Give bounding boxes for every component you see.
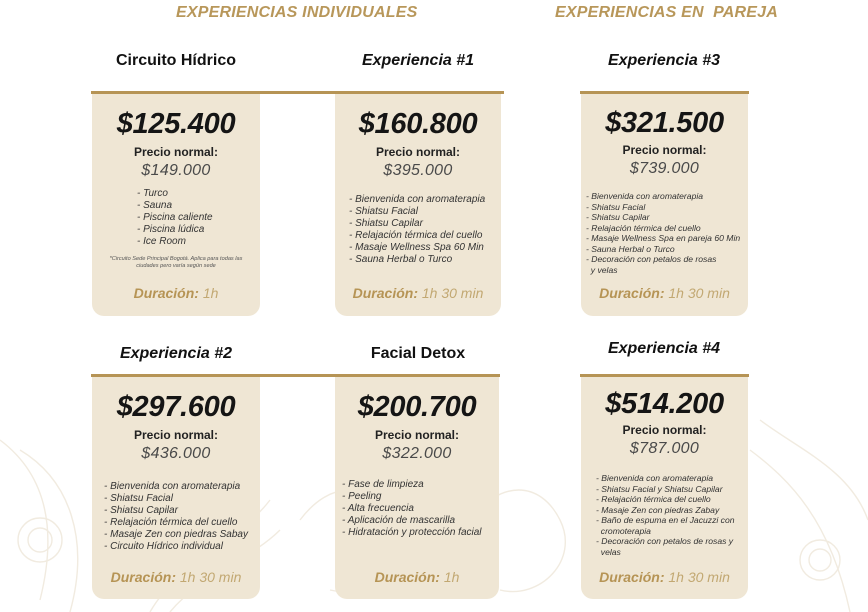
price-card-circuito-hidrico (92, 94, 260, 316)
duration (92, 569, 260, 585)
offer-price: $160.800 (358, 108, 478, 140)
card-title-experiencia-4: Experiencia #4 (607, 340, 721, 357)
duration-label: Duración: (110, 569, 176, 585)
duration (335, 569, 499, 585)
normal-price-label: Precio normal: (622, 143, 707, 157)
normal-price-label: Precio normal: (133, 145, 219, 159)
normal-price-label: Precio normal: (622, 423, 707, 437)
list-item: - Bienvenida con aromaterapia (104, 481, 241, 492)
feature-list (349, 194, 485, 266)
section-title-couple: EXPERIENCIAS EN PAREJA (555, 4, 779, 21)
duration-value: 1h 30 min (668, 285, 730, 301)
list-item: - Piscina lúdica (137, 224, 205, 235)
list-item: - Alta frecuencia (342, 503, 414, 514)
list-item: - Peeling (342, 491, 382, 502)
duration (581, 569, 748, 585)
duration (92, 285, 260, 301)
offer-price: $321.500 (605, 107, 724, 139)
normal-price: $436.000 (141, 445, 211, 462)
list-item: - Masaje Wellness Spa 60 Min (349, 242, 484, 253)
offer-price: $297.600 (116, 391, 236, 423)
list-item: - Shiatsu Facial (586, 201, 646, 212)
duration-label: Duración: (133, 285, 199, 301)
list-item: velas (596, 546, 621, 557)
card-title-circuito-hidrico: Circuito Hídrico (115, 52, 236, 69)
feature-list (586, 191, 740, 275)
list-item: - Shiatsu Facial (104, 493, 173, 504)
price-card-facial-detox (335, 377, 499, 599)
price-card-experiencia-3 (581, 94, 748, 316)
duration-value: 1h 30 min (421, 285, 484, 301)
price-card-experiencia-4 (581, 377, 748, 599)
list-item: - Baño de espuma en el Jacuzzi con (596, 515, 735, 525)
list-item: - Bienvenida con aromaterapia (596, 473, 714, 483)
list-item: - Bienvenida con aromaterapia (349, 194, 486, 205)
duration-label: Duración: (374, 569, 440, 585)
list-item: - Circuito Hídrico individual (104, 541, 223, 552)
price-card-experiencia-2 (92, 377, 260, 599)
duration (581, 285, 748, 301)
list-item: - Masaje Zen con piedras Sabay (104, 529, 248, 540)
card-title-experiencia-1: Experiencia #1 (361, 52, 475, 69)
list-item: - Shiatsu Capilar (104, 505, 178, 516)
list-item: - Decoración con petalos de rosas y (596, 536, 734, 546)
list-item: - Fase de limpieza (342, 479, 424, 490)
feature-list (104, 481, 248, 553)
list-item: y velas (586, 264, 618, 275)
list-item: - Shiatsu Facial (349, 206, 418, 217)
list-item: - Sauna Herbal o Turco (586, 243, 675, 254)
list-item: - Sauna Herbal o Turco (349, 254, 453, 265)
normal-price: $787.000 (629, 440, 700, 457)
list-item: - Aplicación de mascarilla (342, 515, 456, 526)
duration-label: Duración: (352, 285, 418, 301)
list-item: - Relajación térmica del cuello (586, 222, 701, 233)
list-item: cromoterapia (596, 525, 651, 536)
offer-price: $514.200 (605, 388, 724, 420)
list-item: - Turco (137, 188, 168, 199)
offer-price: $200.700 (357, 391, 477, 423)
footnote: *Circuito Sede Principal Bogotá. Aplica para todas las ciudades pero varía según sede (109, 256, 243, 269)
feature-list (596, 473, 735, 557)
card-title-facial-detox: Facial Detox (370, 345, 466, 362)
duration-value: 1h 30 min (668, 569, 730, 585)
normal-price: $739.000 (629, 160, 700, 177)
list-item: - Masaje Wellness Spa en pareja 60 Min (586, 233, 741, 243)
list-item: - Bienvenida con aromaterapia (586, 191, 704, 201)
list-item: - Hidratación y protección facial (342, 527, 482, 538)
list-item: - Piscina caliente (137, 212, 213, 223)
list-item: - Relajación térmica del cuello (349, 230, 483, 241)
normal-price-label: Precio normal: (375, 145, 461, 159)
feature-list (137, 188, 213, 248)
offer-price: $125.400 (116, 108, 236, 140)
normal-price: $322.000 (382, 445, 452, 462)
list-item: - Relajación térmica del cuello (596, 494, 711, 504)
list-item: - Shiatsu Facial y Shiatsu Capilar (596, 483, 723, 494)
normal-price: $395.000 (383, 162, 453, 179)
list-item: - Ice Room (137, 236, 186, 247)
feature-list (342, 479, 482, 539)
duration-label: Duración: (599, 285, 665, 301)
card-title-experiencia-3: Experiencia #3 (607, 52, 721, 69)
price-card-experiencia-1 (335, 94, 501, 316)
section-title-individual: EXPERIENCIAS INDIVIDUALES (176, 4, 418, 21)
duration-label: Duración: (599, 569, 665, 585)
list-item: - Decoración con petalos de rosas (586, 254, 717, 264)
duration (335, 285, 501, 301)
normal-price-label: Precio normal: (133, 428, 219, 442)
duration-value: 1h 30 min (179, 569, 242, 585)
duration-value: 1h (443, 569, 460, 585)
list-item: - Sauna (137, 200, 173, 211)
card-title-experiencia-2: Experiencia #2 (119, 345, 233, 362)
normal-price: $149.000 (141, 162, 211, 179)
normal-price-label: Precio normal: (374, 428, 460, 442)
list-item: - Shiatsu Capilar (349, 218, 423, 229)
duration-value: 1h (202, 285, 219, 301)
list-item: - Relajación térmica del cuello (104, 517, 238, 528)
list-item: - Masaje Zen con piedras Zabay (596, 504, 720, 515)
list-item: - Shiatsu Capilar (586, 212, 650, 222)
